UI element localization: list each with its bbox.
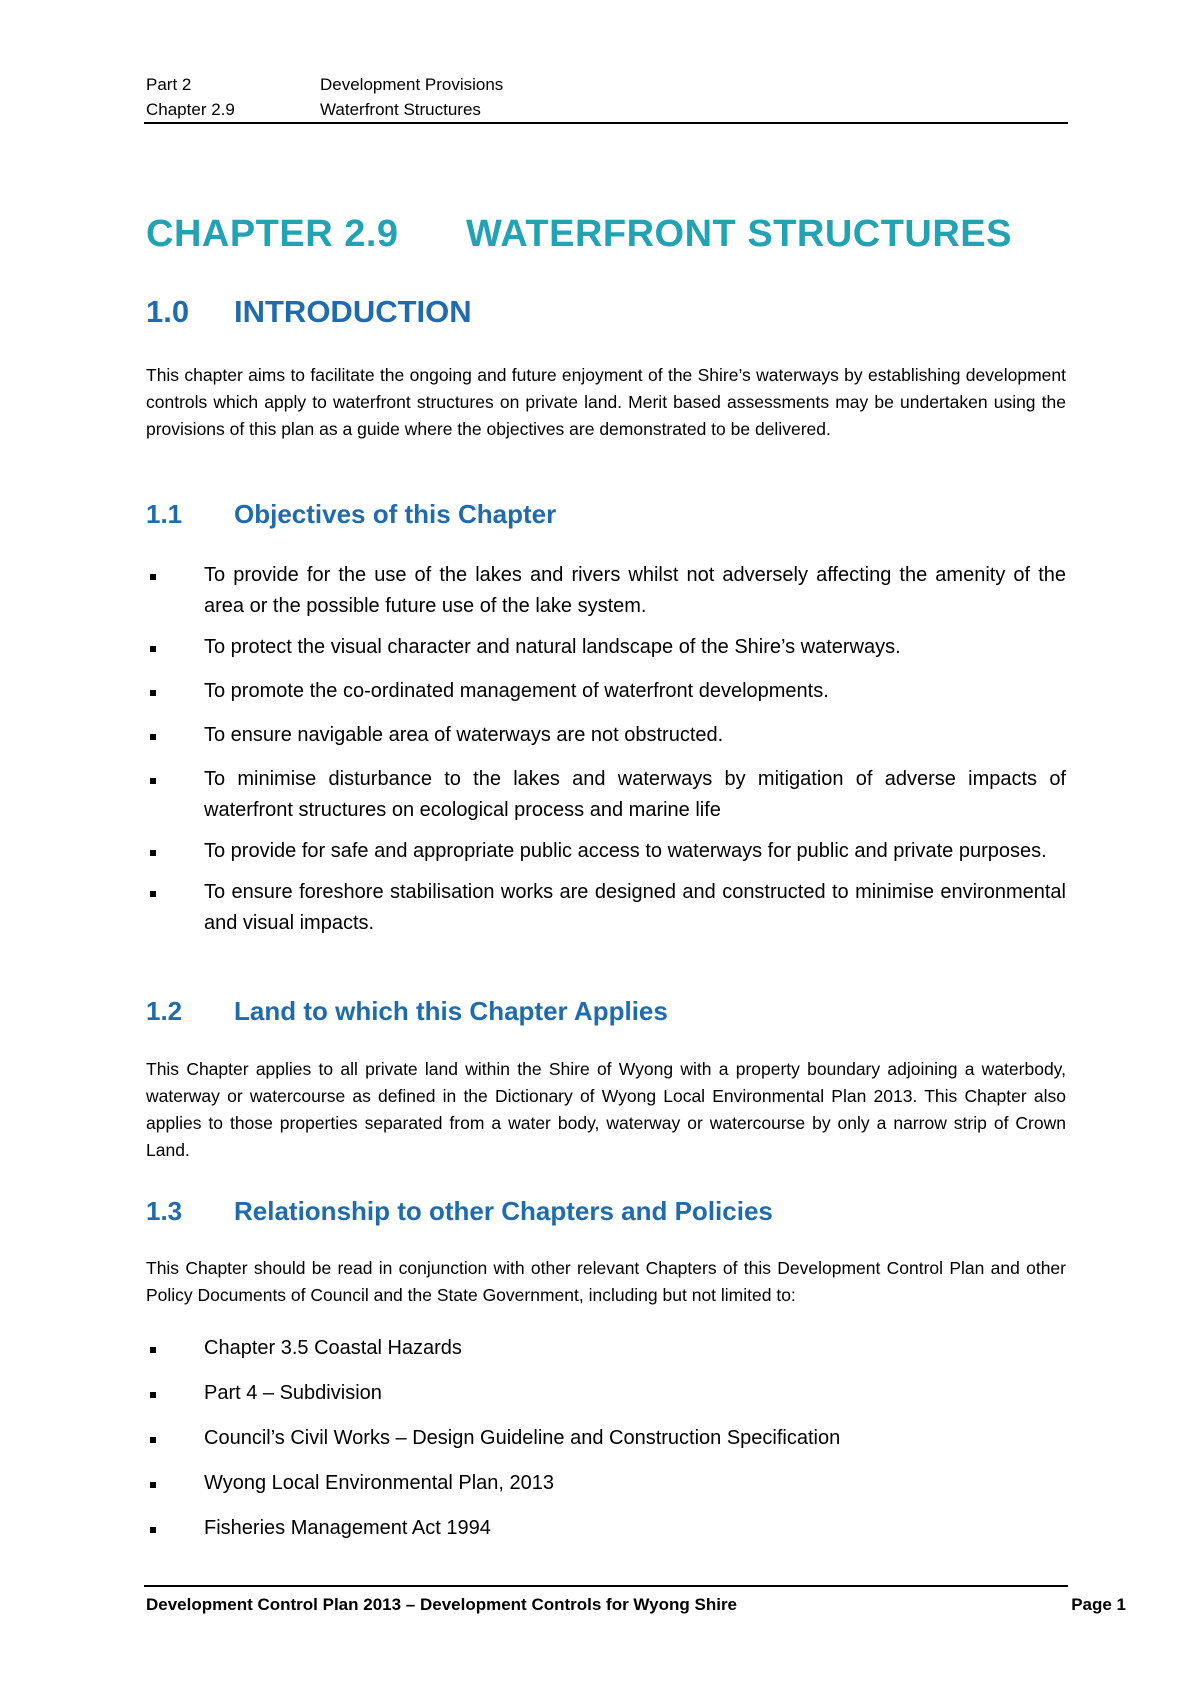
relationship-list: [146, 1333, 1066, 1544]
heading-number: 1.1: [146, 499, 183, 529]
heading-land: [146, 994, 668, 1028]
list-item: [146, 1468, 1066, 1499]
list-item-text: Part 4 – Subdivision: [204, 1382, 382, 1404]
list-item-text: To ensure navigable area of waterways are not obstructed.: [204, 724, 724, 746]
list-item: [146, 836, 1066, 867]
heading-text: Relationship to other Chapters and Policies: [234, 1196, 773, 1226]
header-chapter-label: Chapter 2.9: [146, 100, 235, 119]
list-item: [146, 560, 1066, 622]
list-item: [146, 1513, 1066, 1544]
list-item-text: Chapter 3.5 Coastal Hazards: [204, 1337, 462, 1359]
bullet-icon: [150, 734, 156, 740]
list-item-text: To promote the co-ordinated management of waterfront developments.: [204, 680, 829, 702]
header-chapter-row: [146, 97, 1066, 122]
bullet-icon: [150, 1482, 156, 1488]
page-number: Page 1: [1071, 1595, 1126, 1614]
bullet-icon: [150, 1527, 156, 1533]
header-part-row: [146, 72, 1066, 97]
header-part-label: Part 2: [146, 75, 192, 94]
running-header: [146, 72, 1066, 122]
heading-relationship: [146, 1194, 773, 1228]
intro-paragraph: This chapter aims to facilitate the ongoing and future enjoyment of the Shire’s waterways by establishing development controls which apply to waterfront structures on private land. Merit based assessments may be undertaken using the provisions of this plan as a guide where the objectives are demonstrated to be delivered.: [146, 365, 1066, 439]
bullet-icon: [150, 891, 156, 897]
list-item-text: To provide for the use of the lakes and rivers whilst not adversely affecting the amenity of the area or the possible future use of the lake system.: [204, 564, 1066, 617]
header-divider: [144, 122, 1068, 124]
list-item: [146, 764, 1066, 826]
list-item-text: To provide for safe and appropriate public access to waterways for public and private purposes.: [204, 840, 1047, 862]
list-item: [146, 1378, 1066, 1409]
bullet-icon: [150, 1437, 156, 1443]
bullet-icon: [150, 1392, 156, 1398]
heading-text: INTRODUCTION: [234, 294, 472, 329]
heading-number: 1.2: [146, 996, 183, 1026]
list-item: [146, 1333, 1066, 1364]
chapter-name: WATERFRONT STRUCTURES: [466, 213, 1012, 255]
heading-number: 1.3: [146, 1196, 183, 1226]
heading-objectives: [146, 497, 556, 531]
list-item: [146, 720, 1066, 751]
header-chapter-title: Waterfront Structures: [320, 100, 481, 119]
list-item-text: Fisheries Management Act 1994: [204, 1517, 491, 1539]
bullet-icon: [150, 1347, 156, 1353]
list-item-text: Wyong Local Environmental Plan, 2013: [204, 1472, 555, 1494]
header-part-title: Development Provisions: [320, 75, 504, 94]
list-item-text: Council’s Civil Works – Design Guideline and Construction Specification: [204, 1427, 841, 1449]
list-item: [146, 877, 1066, 939]
land-paragraph: This Chapter applies to all private land within the Shire of Wyong with a property boundary adjoining a waterbody, waterway or watercourse as defined in the Dictionary of Wyong Local Environmental Plan 2013. This Chapter also applies to those properties separated from a water body, waterway or watercourse by only a narrow strip of Crown Land.: [146, 1059, 1066, 1160]
list-item-text: To ensure foreshore stabilisation works are designed and constructed to minimise environmental and visual impacts.: [204, 881, 1066, 934]
list-item: [146, 1423, 1066, 1454]
relationship-paragraph: This Chapter should be read in conjunction with other relevant Chapters of this Development Control Plan and other Policy Documents of Council and the State Government, including but not limited to:: [146, 1258, 1066, 1305]
chapter-number: CHAPTER 2.9: [146, 213, 399, 255]
footer-text: Development Control Plan 2013 – Development Controls for Wyong Shire: [146, 1595, 738, 1614]
bullet-icon: [150, 574, 156, 580]
running-footer: [146, 1592, 1126, 1617]
bullet-icon: [150, 646, 156, 652]
heading-number: 1.0: [146, 294, 190, 329]
chapter-title: [146, 210, 1012, 258]
heading-introduction: [146, 292, 472, 332]
heading-text: Objectives of this Chapter: [234, 499, 557, 529]
bullet-icon: [150, 850, 156, 856]
bullet-icon: [150, 690, 156, 696]
list-item: [146, 632, 1066, 663]
objectives-list: [146, 560, 1066, 939]
heading-text: Land to which this Chapter Applies: [234, 996, 668, 1026]
list-item-text: To protect the visual character and natural landscape of the Shire’s waterways.: [204, 636, 901, 658]
footer-divider: [144, 1585, 1068, 1587]
list-item-text: To minimise disturbance to the lakes and waterways by mitigation of adverse impacts of waterfront structures on ecological process and marine life: [204, 768, 1066, 821]
bullet-icon: [150, 778, 156, 784]
list-item: [146, 676, 1066, 707]
